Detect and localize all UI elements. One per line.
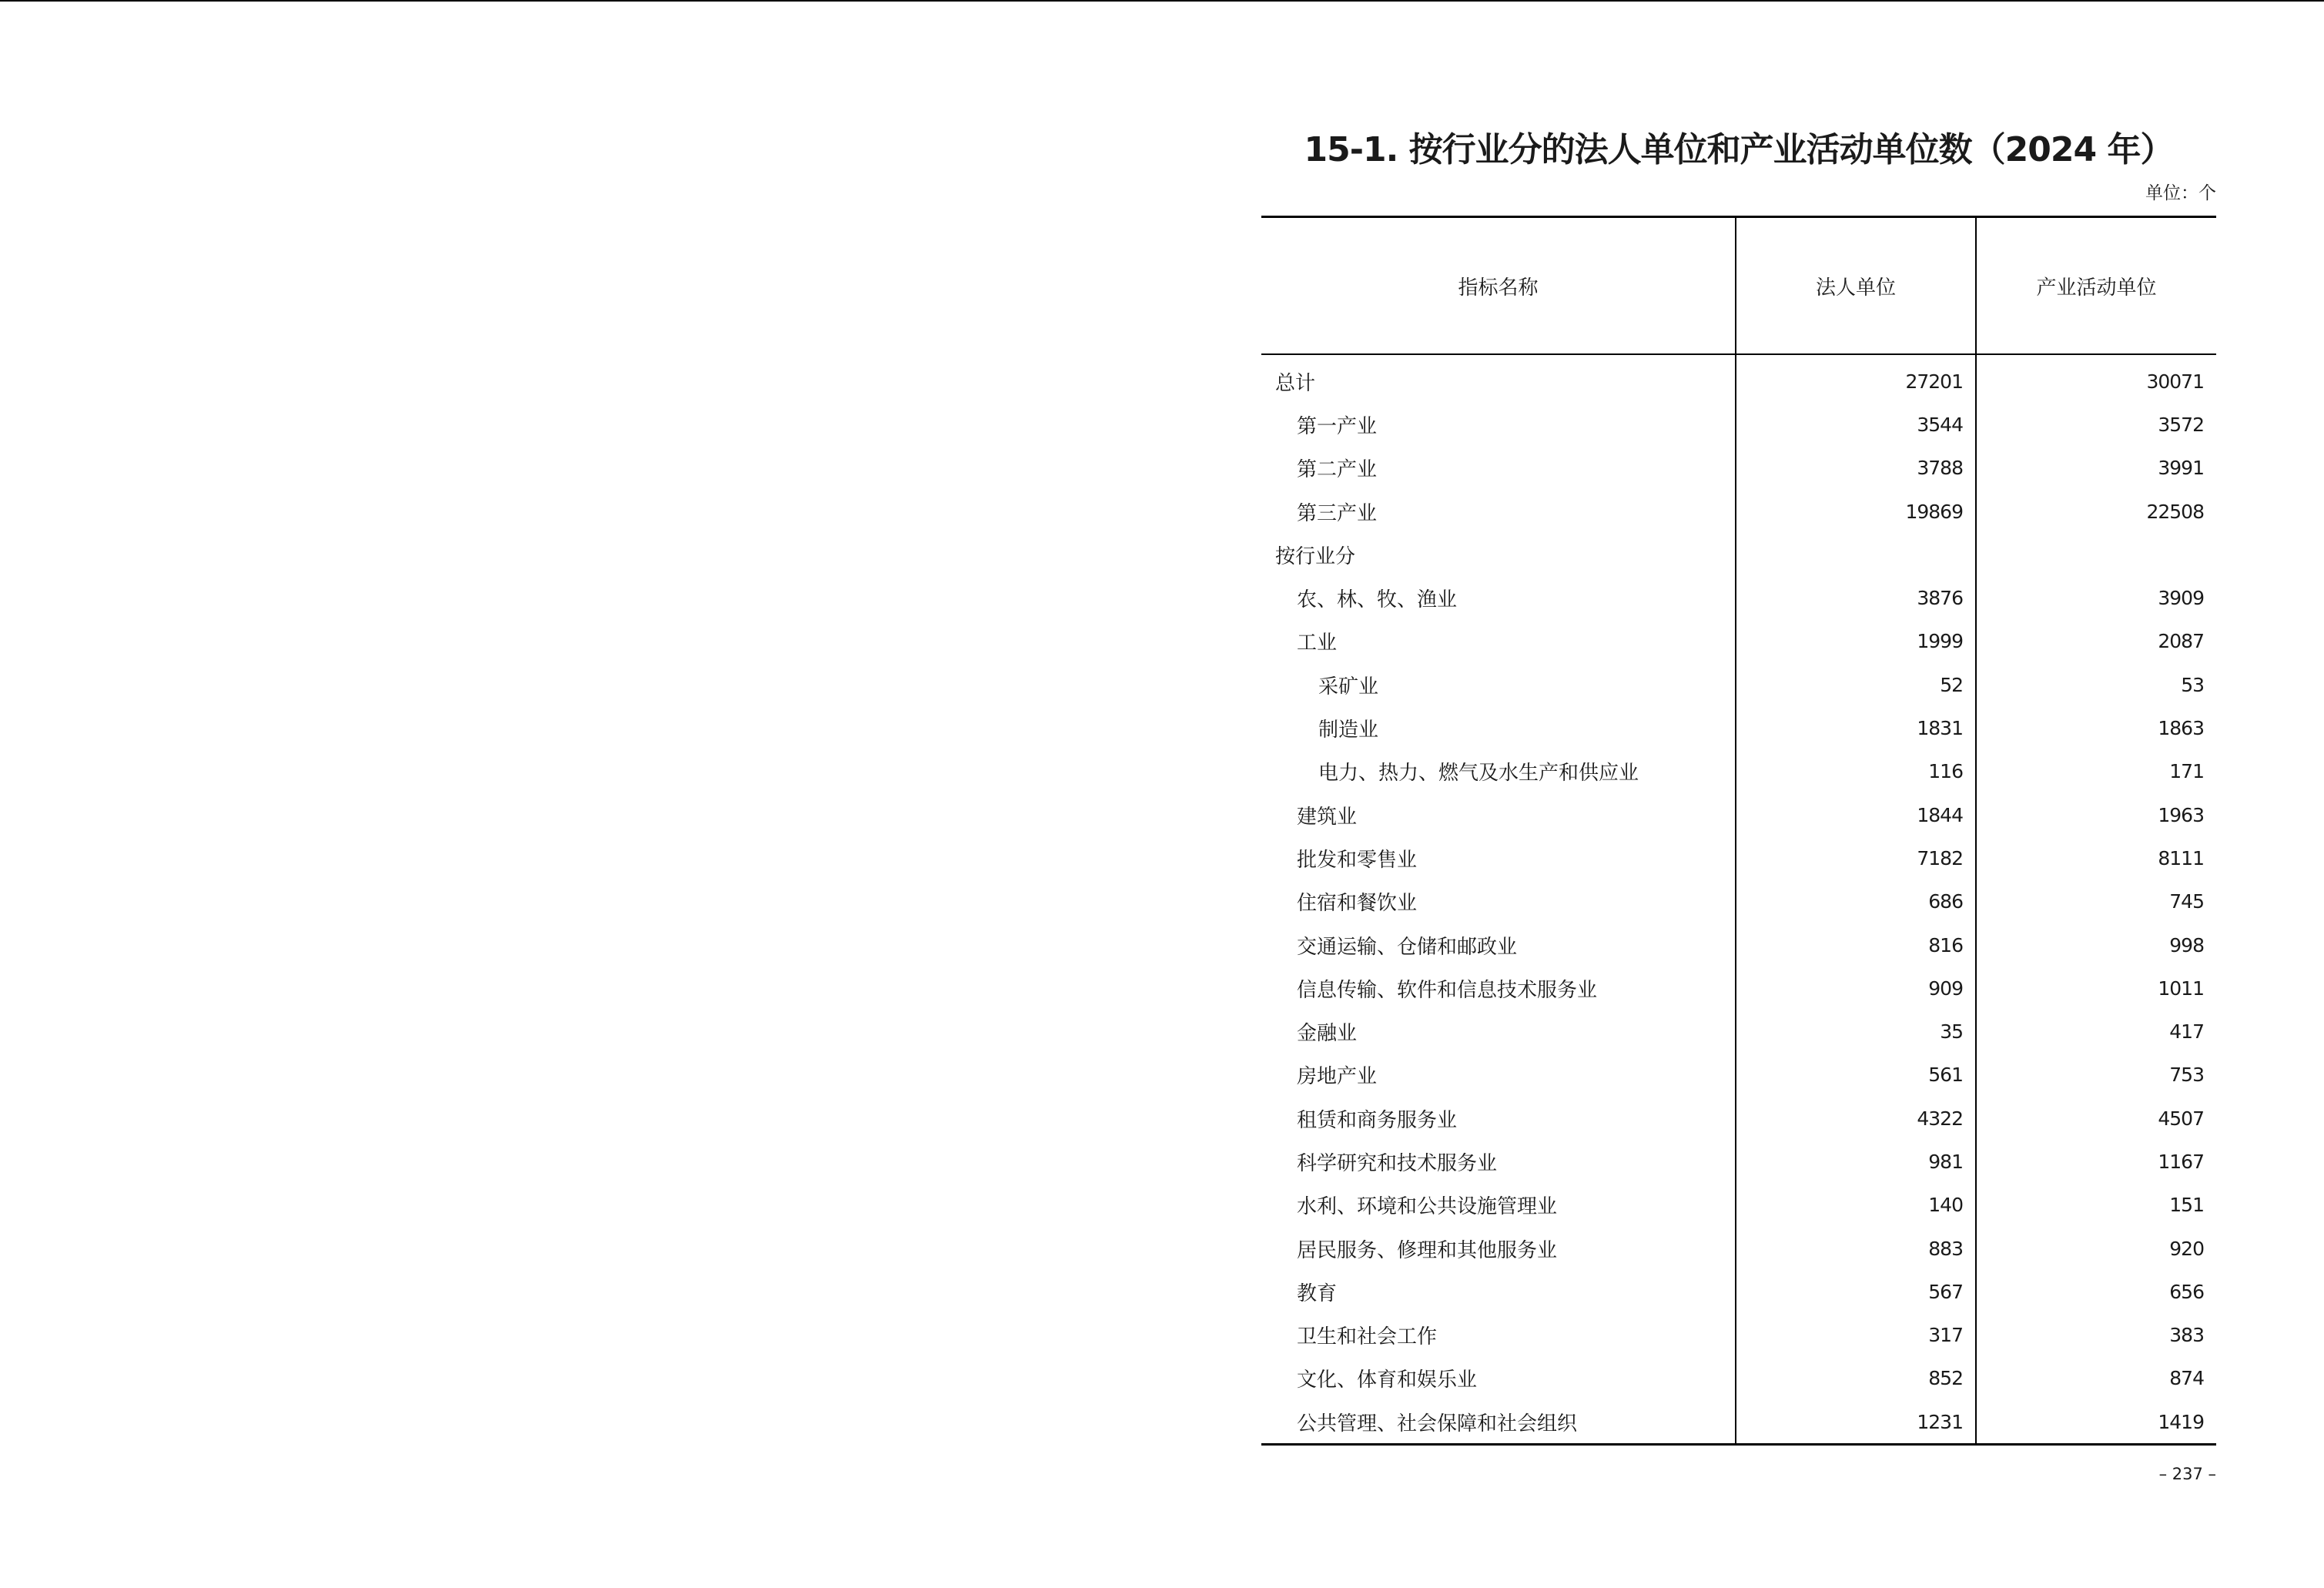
row-indicator-name: 采矿业 — [1318, 675, 1379, 699]
table-row — [1261, 967, 2216, 1010]
row-activity-units-value: 1863 — [1976, 706, 2216, 749]
row-legal-units-value: 140 — [1736, 1184, 1976, 1227]
row-legal-units-value: 561 — [1736, 1054, 1976, 1097]
row-legal-units-value: 3788 — [1736, 447, 1976, 490]
unit-label: 单位：个 — [2145, 183, 2216, 203]
row-indicator-name: 公共管理、社会保障和社会组织 — [1261, 1400, 1736, 1445]
row-activity-units-value: 1167 — [1976, 1140, 2216, 1183]
table-row — [1261, 403, 2216, 446]
row-activity-units-value: 8111 — [1976, 836, 2216, 879]
table-row — [1261, 1097, 2216, 1140]
row-legal-units-value — [1736, 533, 1976, 576]
row-activity-units-value: 3572 — [1976, 403, 2216, 446]
row-activity-units-value: 2087 — [1976, 620, 2216, 663]
row-indicator-name: 租赁和商务服务业 — [1297, 1108, 1458, 1132]
row-indicator-name: 住宿和餐饮业 — [1297, 892, 1418, 916]
row-legal-units-value: 883 — [1736, 1227, 1976, 1270]
row-legal-units-value: 19869 — [1736, 490, 1976, 533]
row-legal-units-value: 1844 — [1736, 793, 1976, 836]
header-activity-units: 产业活动单位 — [1976, 217, 2216, 355]
row-activity-units-value: 998 — [1976, 923, 2216, 967]
row-legal-units-value: 1231 — [1736, 1400, 1976, 1445]
table-row — [1261, 750, 2216, 793]
table-row — [1261, 1314, 2216, 1357]
row-legal-units-value: 7182 — [1736, 836, 1976, 879]
row-activity-units-value: 1011 — [1976, 967, 2216, 1010]
row-indicator-name: 金融业 — [1297, 1022, 1358, 1046]
row-indicator-name: 工业 — [1297, 632, 1338, 655]
row-activity-units-value: 53 — [1976, 663, 2216, 706]
row-activity-units-value: 3991 — [1976, 447, 2216, 490]
table-row — [1261, 1140, 2216, 1183]
table-row — [1261, 663, 2216, 706]
row-legal-units-value: 686 — [1736, 880, 1976, 923]
header-legal-units: 法人单位 — [1736, 217, 1976, 355]
row-legal-units-value: 981 — [1736, 1140, 1976, 1183]
table-row — [1261, 836, 2216, 879]
row-indicator-name: 文化、体育和娱乐业 — [1297, 1369, 1478, 1392]
row-legal-units-value: 567 — [1736, 1270, 1976, 1313]
row-activity-units-value: 383 — [1976, 1314, 2216, 1357]
row-indicator-name: 房地产业 — [1297, 1065, 1378, 1089]
row-legal-units-value: 1831 — [1736, 706, 1976, 749]
table-row — [1261, 354, 2216, 403]
row-indicator-name: 总计 — [1275, 371, 1316, 395]
table-row — [1261, 533, 2216, 576]
table-row — [1261, 1054, 2216, 1097]
row-legal-units-value: 1999 — [1736, 620, 1976, 663]
row-legal-units-value: 852 — [1736, 1357, 1976, 1400]
table-title: 15-1. 按行业分的法人单位和产业活动单位数（2024 年） — [1304, 130, 2174, 169]
row-activity-units-value: 745 — [1976, 880, 2216, 923]
row-indicator-name: 第一产业 — [1297, 414, 1378, 438]
table-row — [1261, 1010, 2216, 1053]
table-row — [1261, 923, 2216, 967]
row-indicator-name: 教育 — [1297, 1281, 1338, 1305]
table-row — [1261, 880, 2216, 923]
row-indicator-name: 水利、环境和公共设施管理业 — [1297, 1195, 1558, 1219]
row-activity-units-value: 22508 — [1976, 490, 2216, 533]
document-page — [1261, 0, 2216, 1588]
table-row — [1261, 447, 2216, 490]
row-legal-units-value: 4322 — [1736, 1097, 1976, 1140]
row-indicator-name: 信息传输、软件和信息技术服务业 — [1297, 978, 1598, 1002]
table-row — [1261, 1227, 2216, 1270]
header-indicator-name: 指标名称 — [1261, 217, 1736, 355]
row-legal-units-value: 116 — [1736, 750, 1976, 793]
row-indicator-name: 批发和零售业 — [1297, 848, 1418, 872]
table-row — [1261, 576, 2216, 619]
row-indicator-name: 科学研究和技术服务业 — [1297, 1151, 1498, 1175]
row-legal-units-value: 816 — [1736, 923, 1976, 967]
row-indicator-name: 制造业 — [1318, 719, 1379, 742]
row-indicator-name: 农、林、牧、渔业 — [1297, 588, 1458, 612]
row-legal-units-value: 52 — [1736, 663, 1976, 706]
table-row — [1261, 490, 2216, 533]
row-legal-units-value: 27201 — [1736, 354, 1976, 403]
table-row — [1261, 706, 2216, 749]
row-activity-units-value: 1963 — [1976, 793, 2216, 836]
row-activity-units-value: 3909 — [1976, 576, 2216, 619]
row-indicator-name: 电力、热力、燃气及水生产和供应业 — [1318, 762, 1639, 786]
row-activity-units-value: 30071 — [1976, 354, 2216, 403]
row-activity-units-value: 874 — [1976, 1357, 2216, 1400]
table-header-row — [1261, 217, 2216, 355]
row-legal-units-value: 317 — [1736, 1314, 1976, 1357]
row-indicator-name: 交通运输、仓储和邮政业 — [1297, 935, 1518, 959]
row-indicator-name: 居民服务、修理和其他服务业 — [1297, 1238, 1558, 1262]
statistics-table — [1261, 216, 2216, 1446]
row-activity-units-value: 171 — [1976, 750, 2216, 793]
row-legal-units-value: 3544 — [1736, 403, 1976, 446]
row-indicator-name: 第二产业 — [1297, 458, 1378, 482]
table-row — [1261, 1357, 2216, 1400]
page-number: – 237 – — [2158, 1465, 2216, 1483]
row-activity-units-value: 151 — [1976, 1184, 2216, 1227]
row-indicator-name: 按行业分 — [1275, 544, 1356, 568]
row-indicator-name: 建筑业 — [1297, 805, 1358, 829]
row-activity-units-value — [1976, 533, 2216, 576]
row-legal-units-value: 3876 — [1736, 576, 1976, 619]
table-row — [1261, 1270, 2216, 1313]
row-activity-units-value: 920 — [1976, 1227, 2216, 1270]
row-activity-units-value: 4507 — [1976, 1097, 2216, 1140]
table-row — [1261, 1184, 2216, 1227]
row-activity-units-value: 753 — [1976, 1054, 2216, 1097]
table-row — [1261, 793, 2216, 836]
table-row — [1261, 620, 2216, 663]
row-activity-units-value: 656 — [1976, 1270, 2216, 1313]
row-legal-units-value: 35 — [1736, 1010, 1976, 1053]
row-activity-units-value: 1419 — [1976, 1400, 2216, 1445]
row-indicator-name: 第三产业 — [1297, 501, 1378, 525]
row-legal-units-value: 909 — [1736, 967, 1976, 1010]
row-indicator-name: 卫生和社会工作 — [1297, 1325, 1438, 1349]
row-activity-units-value: 417 — [1976, 1010, 2216, 1053]
table-body — [1261, 354, 2216, 1445]
table-row — [1261, 1400, 2216, 1445]
